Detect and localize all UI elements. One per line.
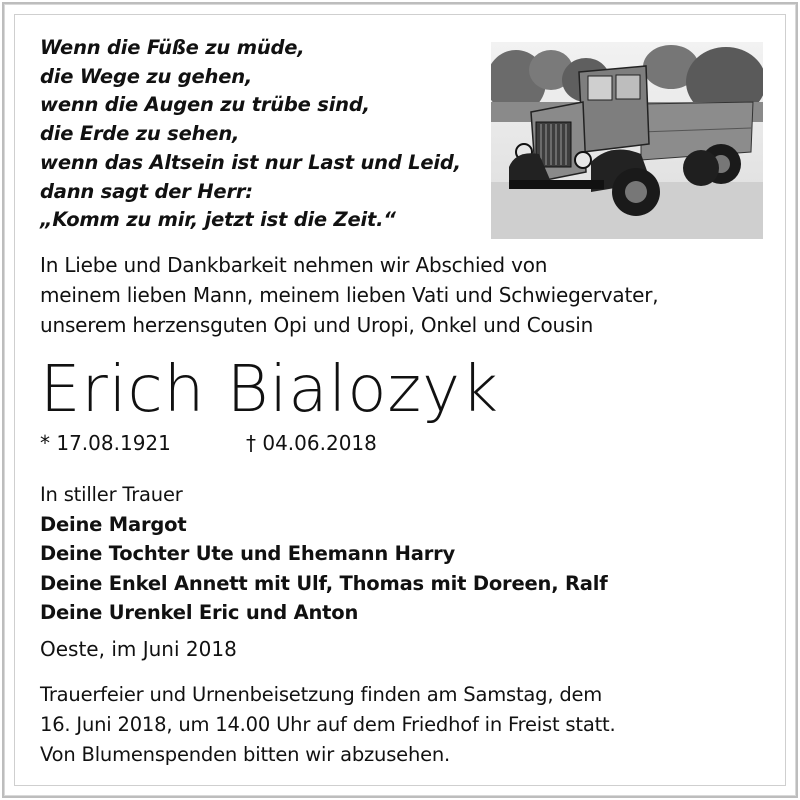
truck-photo: [491, 42, 763, 239]
poem-line: wenn die Augen zu trübe sind,: [40, 93, 370, 117]
funeral-info-line: Von Blumenspenden bitten wir abzusehen.: [40, 743, 451, 766]
poem-line: die Wege zu gehen,: [40, 64, 253, 88]
funeral-info-line: 16. Juni 2018, um 14.00 Uhr auf dem Friedhof in Freist statt.: [40, 713, 616, 736]
funeral-info-line: Trauerfeier und Urnenbeisetzung finden am Samstag, dem: [40, 683, 603, 706]
deceased-name: Erich Bialozyk: [40, 353, 499, 427]
mourners-heading: In stiller Trauer: [40, 483, 183, 506]
intro-line: unserem herzensguten Opi und Uropi, Onkel und Cousin: [40, 313, 594, 337]
mourner-line: Deine Enkel Annett mit Ulf, Thomas mit Doreen, Ralf: [40, 571, 608, 595]
mourners-block: [40, 480, 760, 628]
mourner-line: Deine Tochter Ute und Ehemann Harry: [40, 542, 456, 565]
place-date: Oeste, im Juni 2018: [40, 637, 237, 661]
intro-text: [40, 250, 760, 340]
poem-line: Wenn die Füße zu müde,: [40, 36, 305, 59]
truck-illustration: [491, 42, 763, 239]
intro-line: In Liebe und Dankbarkeit nehmen wir Abschied von: [40, 253, 548, 277]
death-date: † 04.06.2018: [246, 431, 377, 455]
funeral-info: [40, 680, 760, 770]
birth-date: * 17.08.1921: [40, 431, 171, 455]
intro-line: meinem lieben Mann, meinem lieben Vati und Schwiegervater,: [40, 283, 659, 307]
poem: [40, 34, 480, 235]
mourner-line: Deine Urenkel Eric und Anton: [40, 601, 359, 624]
poem-line: die Erde zu sehen,: [40, 122, 240, 146]
poem-line: wenn das Altsein ist nur Last und Leid,: [40, 150, 461, 174]
poem-line: dann sagt der Herr:: [40, 179, 253, 203]
mourner-line: Deine Margot: [40, 512, 187, 536]
poem-line: „Komm zu mir, jetzt ist die Zeit.“: [40, 208, 396, 232]
